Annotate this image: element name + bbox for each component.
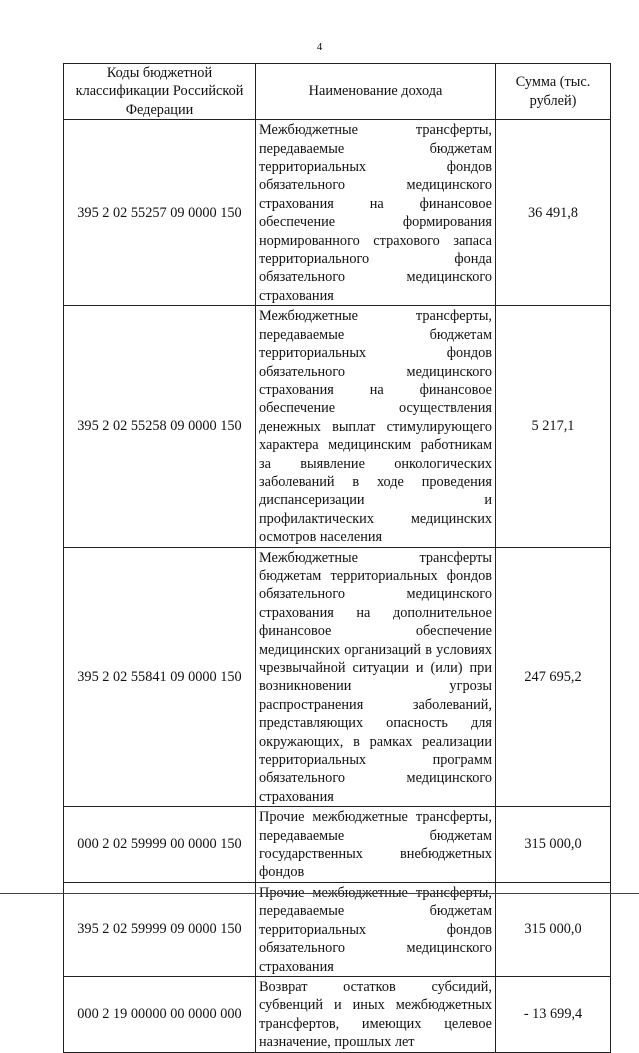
table-row	[64, 807, 611, 883]
amount-cell: 315 000,0	[496, 807, 611, 883]
table-row	[64, 976, 611, 1052]
revenue-name-cell: Межбюджетные трансферты, передаваемые бюджетам территориальных фондов обязательного медицинского страхования на финансовое обеспечение формирования нормированного страхового запаса территориального фонда обязательного медицинского страхования	[256, 120, 496, 306]
budget-code-cell: 395 2 02 55257 09 0000 150	[64, 120, 256, 306]
amount-cell: 247 695,2	[496, 547, 611, 807]
page-number: 4	[316, 41, 323, 53]
budget-code-cell: 395 2 02 55258 09 0000 150	[64, 306, 256, 547]
budget-revenue-table	[63, 63, 611, 1053]
budget-code-cell: 000 2 19 00000 00 0000 000	[64, 976, 256, 1052]
table-body	[64, 120, 611, 1052]
budget-code-cell: 395 2 02 55841 09 0000 150	[64, 547, 256, 807]
table-header	[64, 64, 611, 120]
revenue-name-cell: Межбюджетные трансферты бюджетам территориальных фондов обязательного медицинского страхования на дополнительное финансовое обеспечение медицинских организаций в условиях чрезвычайной ситуации и (или) при возникновении угрозы распространения заболеваний, представляющих опасность для окружающих, в рамках реализации территориальных программ обязательного медицинского страхования	[256, 547, 496, 807]
table-header-row	[64, 64, 611, 120]
revenue-name-cell: Прочие межбюджетные трансферты, передаваемые бюджетам государственных внебюджетных фондов	[256, 807, 496, 883]
header-amount: Сумма (тыс. рублей)	[496, 64, 611, 120]
revenue-name-cell: Межбюджетные трансферты, передаваемые бюджетам территориальных фондов обязательного медицинского страхования на финансовое обеспечение осуществления денежных выплат стимулирующего характера медицинским работникам за выявление онкологических заболеваний в ходе проведения диспансеризации и профилактических медицинских осмотров населения	[256, 306, 496, 547]
amount-cell: 315 000,0	[496, 882, 611, 976]
amount-cell: 36 491,8	[496, 120, 611, 306]
revenue-name-cell: Возврат остатков субсидий, субвенций и иных межбюджетных трансфертов, имеющих целевое назначение, прошлых лет	[256, 976, 496, 1052]
table-row	[64, 120, 611, 306]
table-row	[64, 882, 611, 976]
table-row	[64, 547, 611, 807]
amount-cell: - 13 699,4	[496, 976, 611, 1052]
header-budget-code: Коды бюджетной классификации Российской Федерации	[64, 64, 256, 120]
table-row	[64, 306, 611, 547]
budget-code-cell: 000 2 02 59999 00 0000 150	[64, 807, 256, 883]
budget-code-cell: 395 2 02 59999 09 0000 150	[64, 882, 256, 976]
amount-cell: 5 217,1	[496, 306, 611, 547]
bottom-divider	[0, 893, 639, 894]
revenue-name-cell: Прочие межбюджетные трансферты, передаваемые бюджетам территориальных фондов обязательного медицинского страхования	[256, 882, 496, 976]
header-revenue-name: Наименование дохода	[256, 64, 496, 120]
